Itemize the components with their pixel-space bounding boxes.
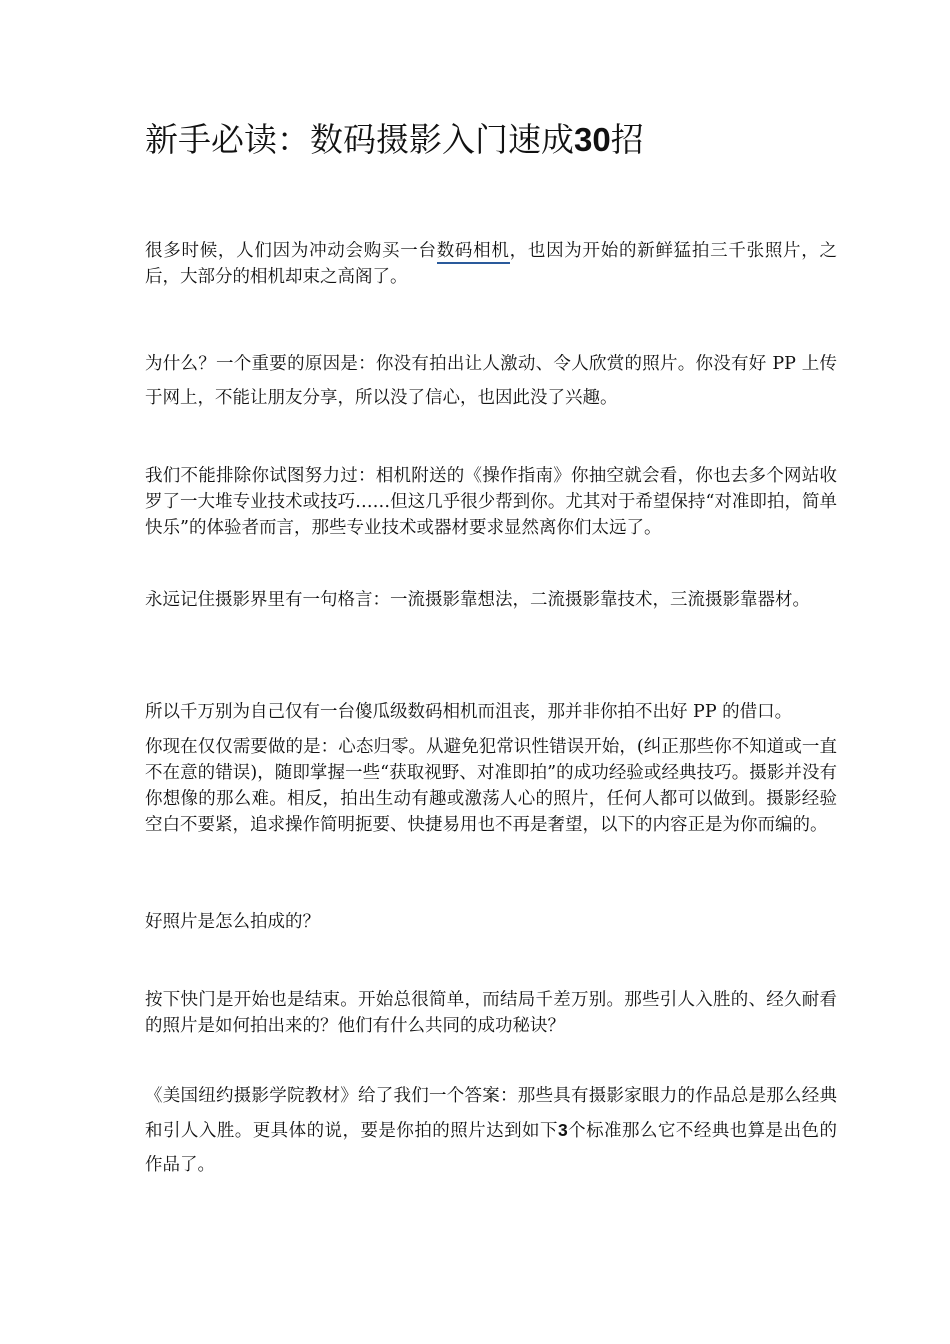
paragraph-4: 永远记住摄影界里有一句格言：一流摄影靠想法，二流摄影靠技术，三流摄影靠器材。 [145,590,810,610]
paragraph-9-text-b: 个标准那么它不经典也算是出色的作品了。 [145,1121,838,1175]
paragraph-9-text-a: 《美国纽约摄影学院教材》给了我们一个答案：那些具有摄影家眼力的作品总是那么经典和引人入胜。更具体的说，要是你拍的照片达到如下 [145,1086,837,1141]
paragraph-8: 按下快门是开始也是结束。开始总很简单，而结局千差万别。那些引人入胜的、经久耐看的照片是如何拍出来的？他们有什么共同的成功秘诀？ [145,990,837,1036]
paragraph-1-text-a: 很多时候，人们因为冲动会购买一台 [145,241,437,261]
paragraph-3: 我们不能排除你试图努力过：相机附送的《操作指南》你抽空就会看，你也去多个网站收罗了一大堆专业技术或技巧……但这几乎很少帮到你。尤其对于希望保持“对准即拍，简单快乐”的体验者而言，那些专业技术或器材要求显然离你们太远了。 [145,466,837,538]
title-number: 30 [574,121,611,158]
paragraph-9 [145,1079,837,1182]
paragraph-7: 好照片是怎么拍成的？ [145,912,320,932]
title-suffix: 招 [610,120,644,159]
title-text: 新手必读：数码摄影入门速成 [145,120,574,159]
paragraph-1-text-b: ，也因为开始的新鲜猛拍三千张照片，之后，大部分的相机却束之高阁了。 [145,241,838,287]
page-title [145,118,644,162]
paragraph-1 [145,238,837,290]
paragraph-9-number: 3 [557,1120,568,1140]
paragraph-5: 所以千万别为自己仅有一台傻瓜级数码相机而沮丧，那并非你拍不出好 PP 的借口。 [145,702,793,722]
paragraph-6: 你现在仅仅需要做的是：心态归零。从避免犯常识性错误开始，(纠正那些你不知道或一直不在意的错误)，随即掌握一些“获取视野、对准即拍”的成功经验或经典技巧。摄影并没有你想像的那么难。相反，拍出生动有趣或激荡人心的照片，任何人都可以做到。摄影经验空白不要紧，追求操作简明扼要、快捷易用也不再是奢望，以下的内容正是为你而编的。 [145,737,837,835]
digital-camera-link[interactable]: 数码相机 [437,241,510,264]
paragraph-2: 为什么？一个重要的原因是：你没有拍出让人激动、令人欣赏的照片。你没有好 PP 上传于网上，不能让朋友分享，所以没了信心，也因此没了兴趣。 [145,354,837,408]
